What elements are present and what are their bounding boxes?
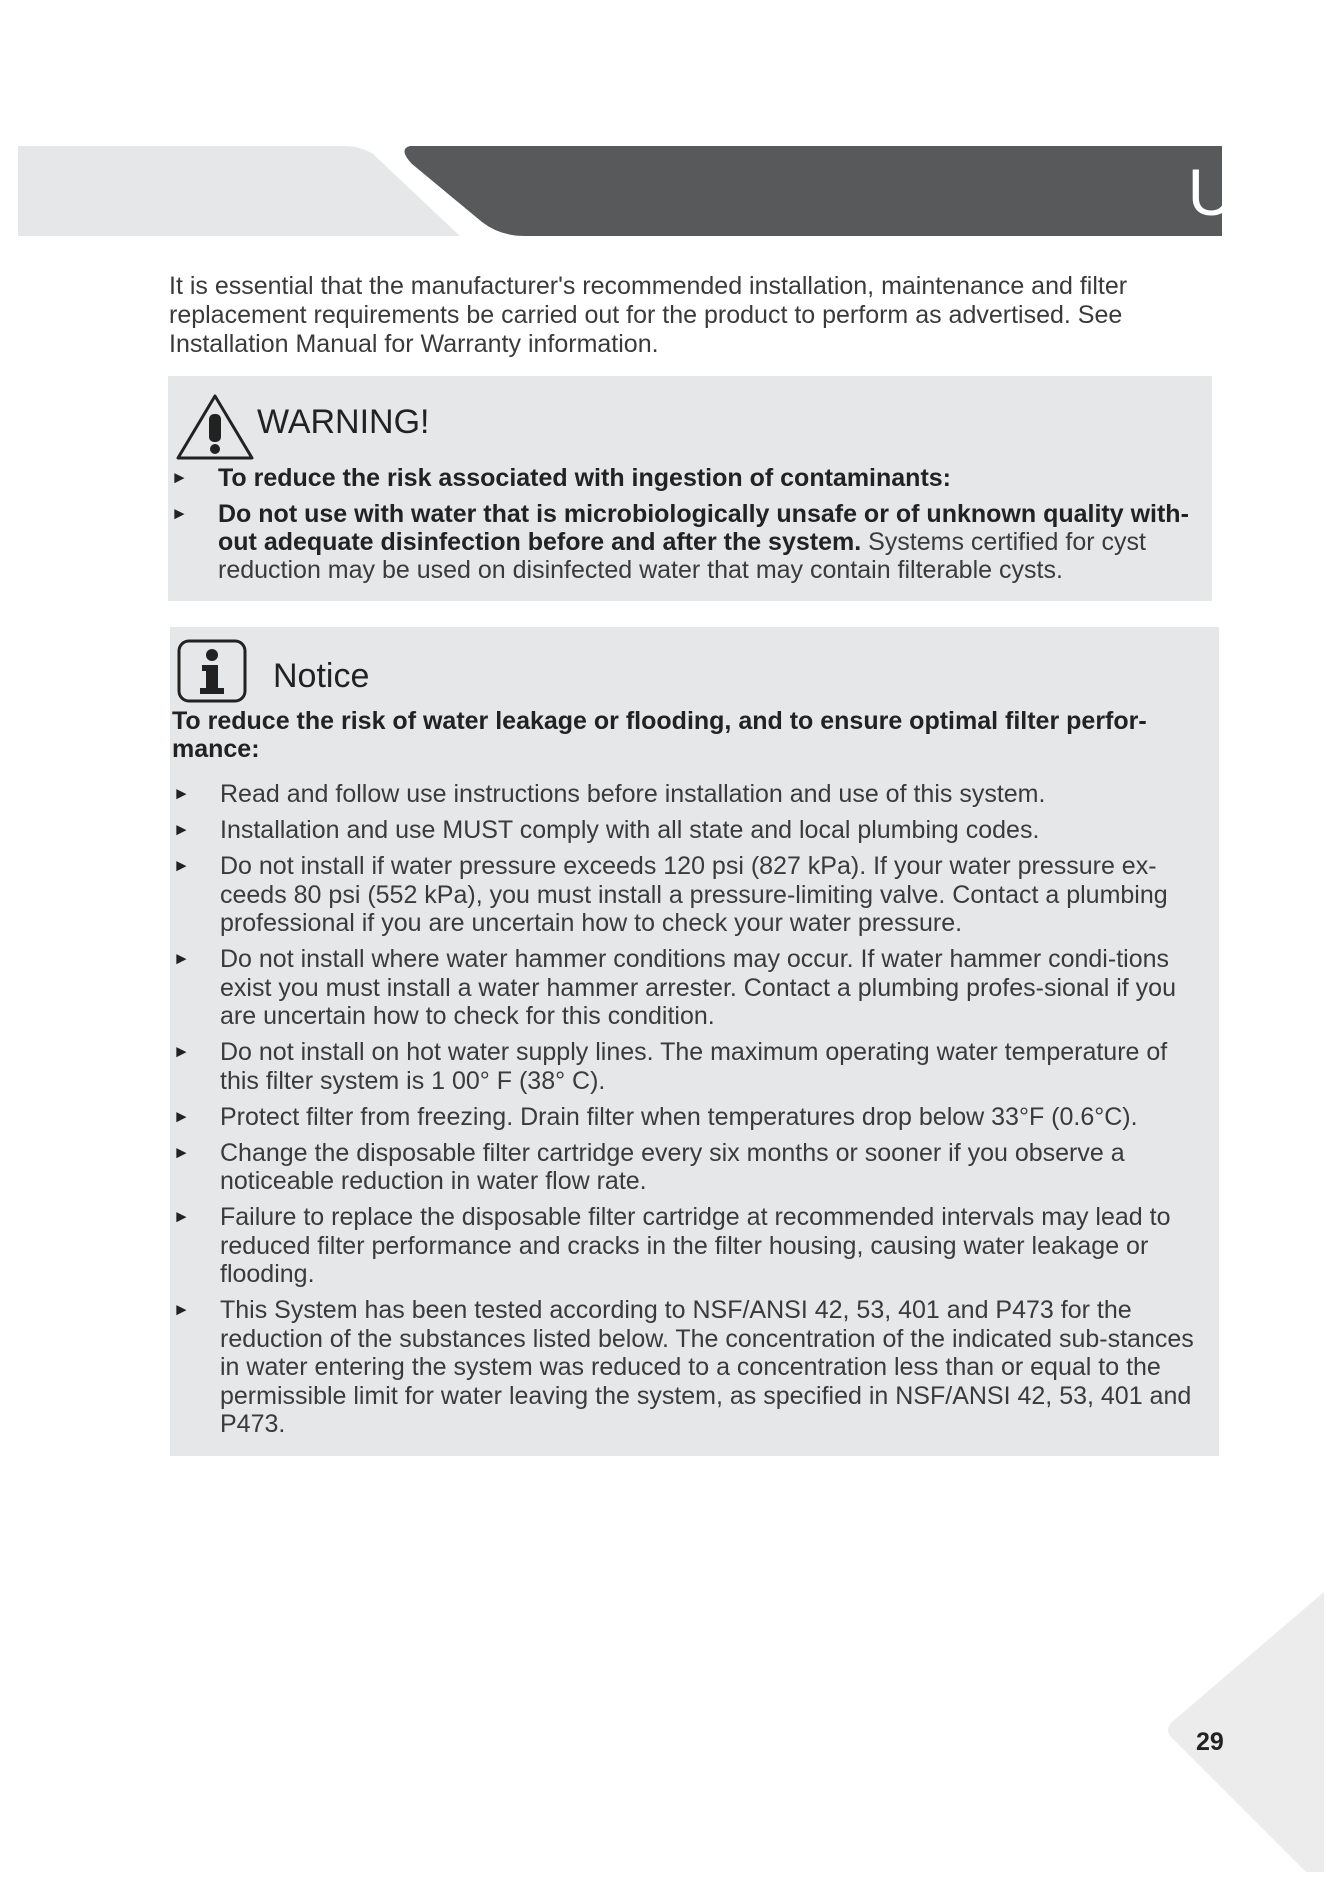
list-item [168,500,1208,584]
bullet-arrow-icon: ► [173,820,190,839]
page-corner-decoration [1164,1592,1324,1877]
list-item [170,852,1200,938]
warning-title: WARNING! [257,403,430,441]
list-item [170,1296,1200,1439]
bullet-arrow-icon: ► [173,1300,190,1319]
bullet-arrow-icon: ► [173,949,190,968]
bullet-arrow-icon: ► [173,856,190,875]
list-item [170,780,1200,809]
notice-item-text: Do not install if water pressure exceeds 120 psi (827 kPa). If your water pressure ex-ceeds 80 psi (552 kPa), you must install a pressure-limiting valve. Contact a plumbing professional if you are uncertain how to check your water pressure. [220,852,1168,937]
list-item [170,1203,1200,1289]
warning-triangle-icon [174,392,256,467]
warning-item-bold: Do not use with water that is microbiologically unsafe or of unknown quality with-out adequate disinfection before and after the system. [218,500,1189,556]
info-icon [176,638,248,709]
notice-list [170,780,1200,1446]
warning-item-bold: To reduce the risk associated with ingestion of contaminants: [218,464,951,492]
bullet-arrow-icon: ► [173,1207,190,1226]
notice-item-text: Read and follow use instructions before installation and use of this system. [220,780,1046,808]
bullet-arrow-icon: ► [173,1142,190,1162]
list-item [170,1103,1200,1132]
notice-item-text: Installation and use MUST comply with all state and local plumbing codes. [220,816,1040,844]
notice-title: Notice [273,657,370,695]
list-item [170,1038,1200,1095]
notice-item-text: Change the disposable filter cartridge every six months or sooner if you observe a noticeable reduction in water flow rate. [220,1138,1125,1195]
notice-lead: To reduce the risk of water leakage or flooding, and to ensure optimal filter perfor-mance: [172,707,1147,763]
bullet-arrow-icon: ► [173,1106,190,1126]
warning-box [168,376,1212,601]
warning-item-text: Systems certified for cyst reduction may be used on disinfected water that may contain filterable cysts. [218,528,1146,584]
notice-box [170,627,1219,1456]
page-number: 29 [1196,1728,1224,1756]
notice-item-text: Do not install where water hammer conditions may occur. If water hammer condi-tions exist you must install a water hammer arrester. Contact a plumbing profes-sional if you are uncertain how to check for this condition. [220,945,1176,1030]
list-item [170,945,1200,1031]
bullet-arrow-icon: ► [171,504,188,523]
notice-item-text: Do not install on hot water supply lines. The maximum operating water temperature of this filter system is 1 00° F (38° C). [220,1038,1168,1095]
bullet-arrow-icon: ► [171,468,188,487]
notice-item-text: Failure to replace the disposable filter cartridge at recommended intervals may lead to reduced filter performance and cracks in the filter housing, causing water leakage or flooding. [220,1203,1171,1288]
bullet-arrow-icon: ► [173,784,190,803]
notice-item-text: Protect filter from freezing. Drain filter when temperatures drop below 33°F (0.6°C). [220,1102,1138,1131]
intro-paragraph: It is essential that the manufacturer's recommended installation, maintenance and filter replacement requirements be carried out for the product to perform as advertised. See Installation Manual for Warranty information. [169,272,1128,358]
notice-item-text: This System has been tested according to NSF/ANSI 42, 53, 401 and P473 for the reduction of the substances listed below. The concentration of the indicated sub-stances in water entering the system was reduced to a concentration less than or equal to the permissible limit for water leaving the system, as specified in NSF/ANSI 42, 53, 401 and P473. [220,1296,1194,1438]
bullet-arrow-icon: ► [173,1042,190,1061]
warning-list [168,464,1208,592]
section-header-banner [0,146,1324,236]
section-title: Use [1187,155,1308,229]
list-item [170,816,1200,845]
list-item [168,464,1208,492]
list-item [170,1139,1200,1196]
